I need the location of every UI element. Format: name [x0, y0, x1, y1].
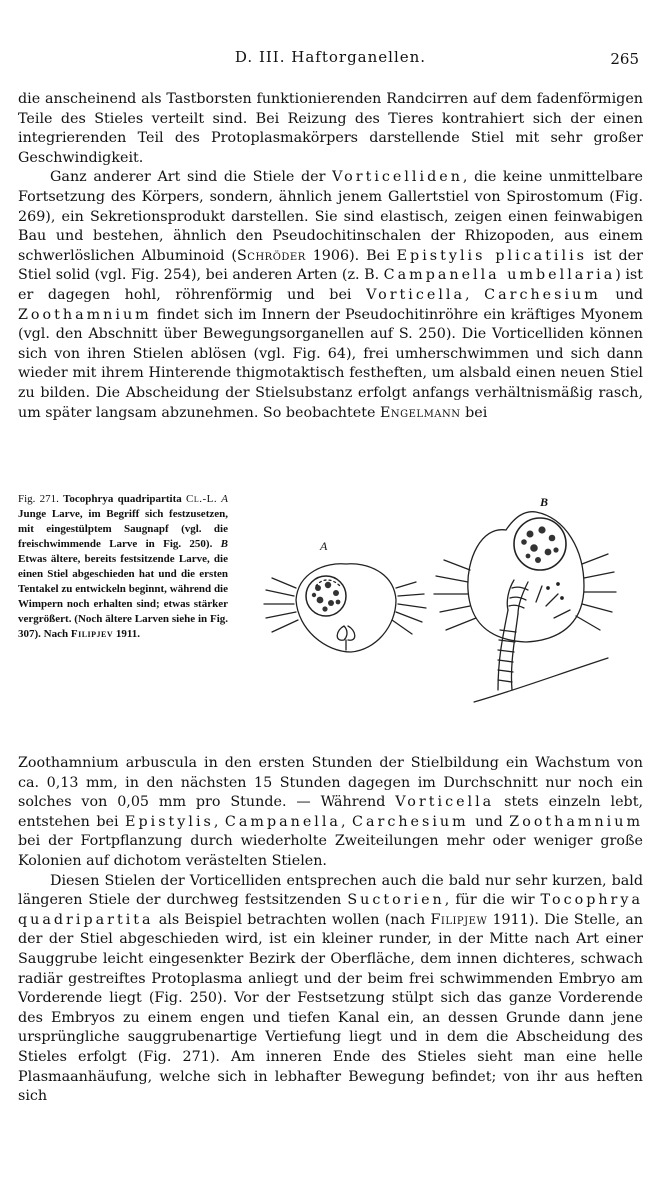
spaced-term: Campanella umbellaria — [383, 267, 616, 284]
text-run: und — [468, 813, 510, 830]
figure-caption — [18, 492, 228, 642]
spaced-term: Epistylis plicatilis — [396, 247, 587, 264]
spaced-term: Campanella — [224, 813, 341, 830]
spaced-term: Epistylis — [125, 813, 214, 830]
caption-label-a: A — [221, 493, 229, 505]
larva-illustration — [236, 490, 646, 740]
author-name: Schröder — [237, 247, 306, 264]
text-run: , die keine unmittelbare Fortsetzung des Körpers, sondern, ähnlich jenem Gallertstiel von Spirostomum (Fig. 269), ein Sekretionsprodukt darstellen. Sie sind elastisch, zeigen einen feinwabigen Bau und bestehen, ähnlich den Pseudochitinschalen der Rhizopoden, aus einem schwerlöslichen Albuminoid ( — [18, 169, 643, 264]
text-block-lower — [18, 754, 643, 1107]
paragraph-2 — [18, 168, 643, 423]
spaced-term: Zoothamnium — [18, 306, 152, 323]
text-run: 1906). Bei — [305, 247, 397, 264]
larva-a-drawing — [264, 564, 426, 652]
text-run: bei der Fortpflanzung durch wiederholte Zweiteilungen mehr oder weniger große Kolonien auf dichotom verästelten Stielen. — [18, 833, 643, 869]
text-run: ist der Stiel solid (vgl. Fig. 254), bei anderen Arten (z. B. — [18, 247, 643, 284]
text-run: , — [465, 286, 485, 303]
caption-species: Tocophrya quadripartita — [63, 493, 182, 505]
text-run: Zoothamnium arbuscula in den ersten Stunden der Stielbildung ein Wachstum von ca. 0,13 mm, in den nächsten 15 Stunden dagegen im Durchschnitt nur noch ein solches von 0,05 mm pro Stunde. — Während — [18, 755, 643, 811]
text-run: , — [340, 813, 353, 830]
text-run: bei — [460, 404, 488, 421]
text-run: 1911). Die Stelle, an der der Stiel abgeschieden wird, ist ein kleiner runder, in der Mitte nach Art einer Sauggrube leicht eingesenkter Bezirk der Oberfläche, dem innen dichteres, schwach radiär gestreiftes Protoplasma anliegt und der beim frei schwimmenden Embryo am Vorderende liegt (Fig. 250). Vor der Festsetzung stülpt sich das ganze Vorderende des Embryos zu einem engen und tiefen Kanal ein, an dessen Grunde dann jene ursprüngliche sauggrubenartige Vertiefung liegt und in dem die Abscheidung des Stieles erfolgt (Fig. 271). Am inneren Ende des Stieles sieht man eine helle Plasmaanhäufung, welche sich in lebhafter Bewegung befindet; von ihr aus heften sich — [18, 911, 643, 1105]
text-run: , — [213, 813, 225, 830]
text-run: findet sich im Innern der Pseudochitinröhre ein kräftiges Myonem (vgl. den Abschnitt über Bewegungsorganellen auf S. 250). Die Vorticelliden können sich von ihren Stielen ablösen (vgl. Fig. 64), frei umherschwimmen und sich dann wieder mit ihrem Hinterende thigmotaktisch festheften, um alsbald einen neuen Stiel zu bilden. Die Abscheidung der Stielsubstanz erfolgt anfangs verhältnismäßig rasch, um später langsam abzunehmen. So beobachtete — [18, 306, 643, 421]
caption-year: 1911. — [115, 628, 141, 640]
paragraph-3 — [18, 754, 643, 872]
paragraph-1 — [18, 90, 643, 168]
caption-text-a: Junge Larve, im Begriff sich festzusetzen, mit eingestülptem Saugnapf (vgl. die freischwimmende Larve in Fig. 250). — [18, 508, 228, 550]
text-run: Diesen Stielen der Vorticelliden entsprechen auch die bald nur sehr kurzen, bald längeren Stiele der durchweg festsitzenden — [18, 872, 643, 909]
spaced-term: Carchesium — [484, 286, 601, 303]
text-run: als Beispiel betrachten wollen (nach — [153, 911, 431, 928]
author-name: Filipjew — [430, 911, 488, 928]
caption-source-author: Filipjev — [70, 628, 114, 640]
figure-label-a: A — [320, 539, 328, 553]
page-number: 265 — [610, 50, 639, 68]
caption-text-b: Etwas ältere, bereits festsitzende Larve, die einen Stiel abgeschieden hat und die ersten Tentakel zu entwickeln beginnt, während die Wimpern noch erhalten sind; etwas stärker vergrößert. (Noch ältere Larven siehe in Fig. 307). Nach — [18, 553, 228, 640]
text-run: , für die wir — [444, 892, 541, 909]
spaced-term: Vorticella — [366, 286, 466, 303]
larva-b-drawing — [434, 512, 616, 702]
figure-label-b: B — [540, 495, 549, 509]
spaced-term: Zoothamnium — [509, 813, 644, 830]
spaced-term: Suctorien — [347, 892, 445, 909]
running-header — [18, 48, 643, 72]
text-run: Ganz anderer Art sind die Stiele der — [50, 169, 333, 186]
text-block-upper — [18, 90, 643, 423]
spaced-term: Vorticella — [395, 794, 495, 811]
paragraph-4 — [18, 872, 643, 1107]
text-run: und — [600, 286, 643, 303]
spaced-term: Vorticelliden — [332, 169, 463, 186]
author-name: Engelmann — [379, 404, 461, 421]
caption-author: Cl.-L. — [185, 493, 218, 505]
caption-label-b: B — [220, 538, 228, 550]
running-title: D. III. Haftorganellen. — [234, 48, 427, 66]
text-run: die anscheinend als Tastborsten funktionierenden Randcirren auf dem fadenförmigen Teile des Stieles verteilt sind. Bei Reizung des Tieres kontrahiert sich der einen integrierenden Teil des Protoplasmakörpers darstellende Stiel mit sehr großer Geschwindigkeit. — [18, 91, 643, 166]
spaced-term: Tocophrya quadripartita — [18, 892, 643, 928]
spaced-term: Carchesium — [352, 813, 469, 830]
caption-fig-number: Fig. 271. — [18, 493, 59, 505]
text-run: ) ist er dagegen hohl, röhrenförmig und bei — [18, 267, 644, 303]
text-run: stets einzeln lebt, entstehen bei — [18, 794, 643, 830]
